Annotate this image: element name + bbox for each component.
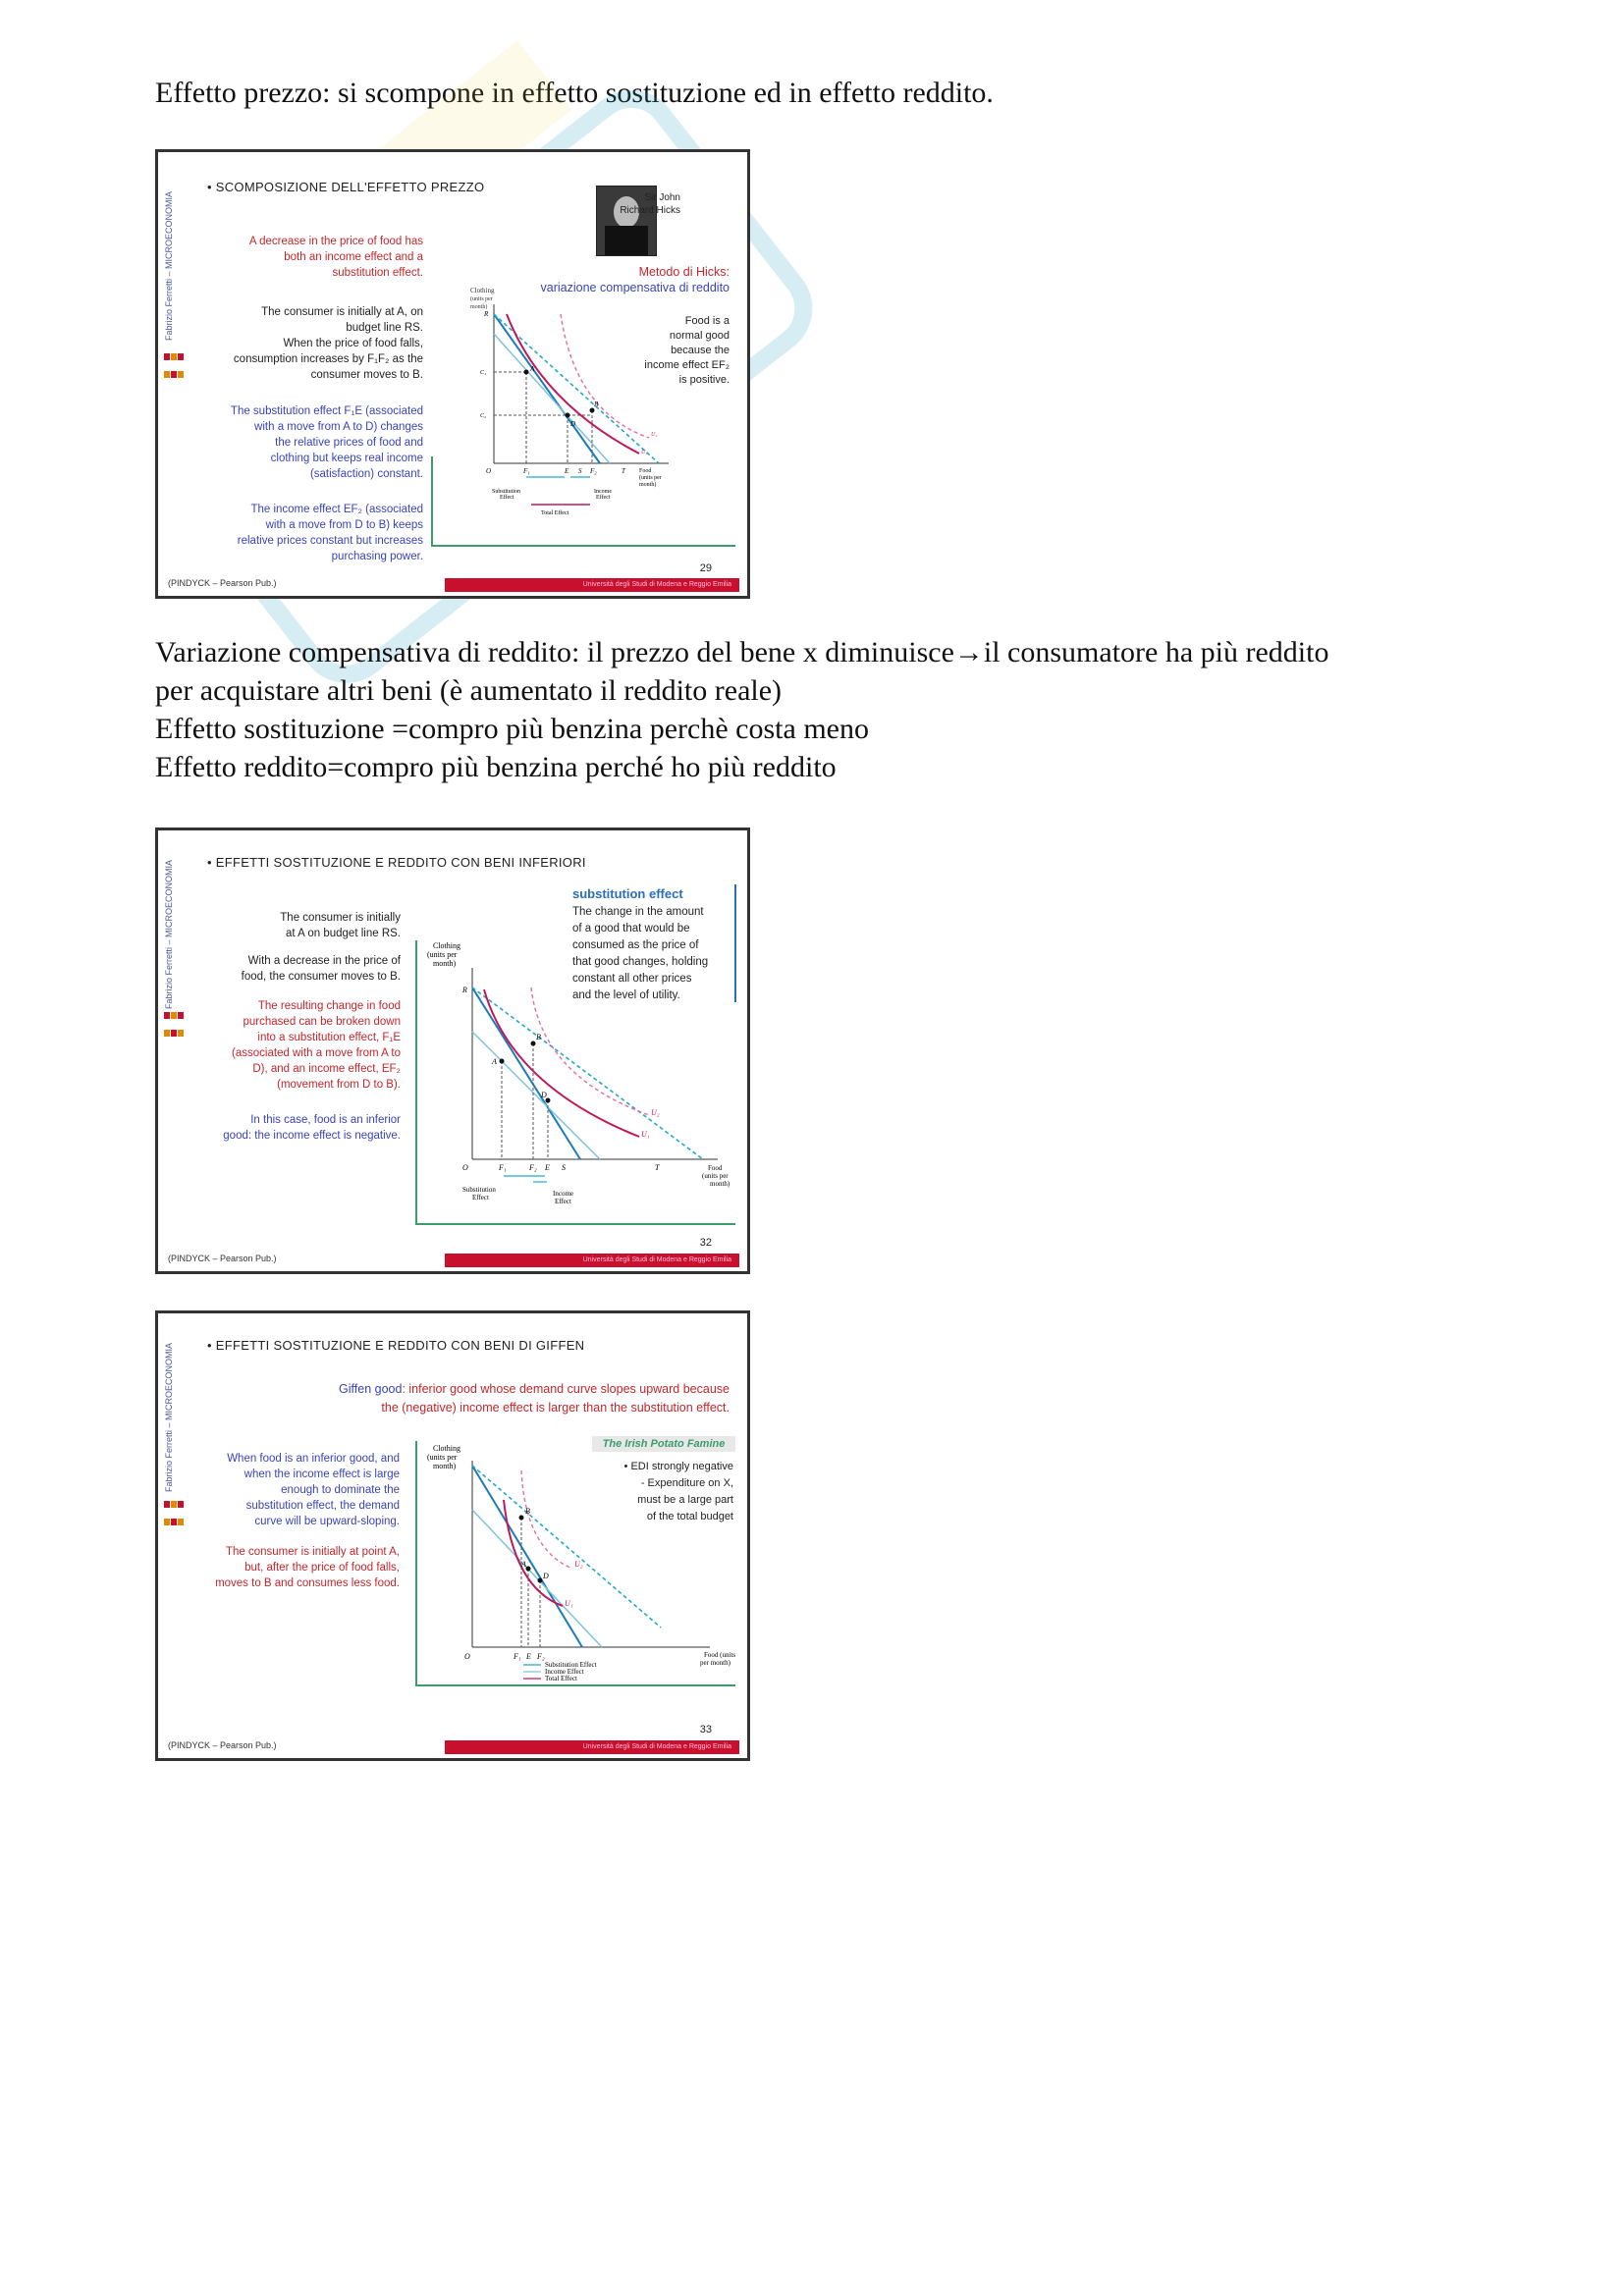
svg-text:R: R	[462, 986, 467, 994]
compensated-budget-line	[494, 334, 610, 463]
slide-number: 29	[699, 562, 712, 574]
budget-line	[472, 1466, 582, 1647]
svg-text:(units per: (units per	[427, 950, 458, 959]
svg-text:U₂: U₂	[651, 1108, 660, 1117]
svg-text:Total Effect: Total Effect	[541, 510, 569, 516]
svg-text:F₁: F₁	[499, 1163, 507, 1172]
footer-bar: Università degli Studi di Modena e Reggio Emilia	[445, 578, 739, 592]
text-block-2: The consumer is initially at A, on budget line RS. When the price of food falls, consumption increases by F₁F₂ as the consumer moves to B.	[233, 306, 423, 381]
indifference-curve-u2	[531, 988, 649, 1115]
svg-text:B: B	[536, 1033, 541, 1041]
svg-text:U₁: U₁	[565, 1599, 573, 1608]
definition-text: The change in the amount of a good that would be consumed as the price of that good changes, holding constant all other prices and the level of utility.	[572, 906, 709, 1001]
compensated-budget-line	[472, 1510, 602, 1647]
text-block-1: A decrease in the price of food has both an income effect and a substitution effect.	[248, 236, 423, 279]
svg-text:C₂: C₂	[480, 413, 487, 419]
slide-number: 32	[699, 1237, 712, 1249]
slide-title: • EFFETTI SOSTITUZIONE E REDDITO CON BENI DI GIFFEN	[207, 1338, 585, 1353]
svg-text:per month): per month)	[700, 1659, 730, 1667]
indifference-curve-u2	[521, 1470, 572, 1569]
budget-line-rt	[494, 314, 659, 463]
svg-text:(units per: (units per	[427, 1453, 458, 1462]
svg-text:O: O	[486, 467, 492, 475]
svg-text:Income: Income	[594, 489, 612, 495]
compensated-budget-line	[472, 1032, 600, 1159]
budget-line-rs	[472, 988, 580, 1159]
paragraph-intro: Effetto prezzo: si scompone in effetto sostituzione ed in effetto reddito.	[155, 77, 994, 109]
citation: (PINDYCK – Pearson Pub.)	[168, 1254, 277, 1263]
footer-bar: Università degli Studi di Modena e Reggio Emilia	[445, 1740, 739, 1754]
citation: (PINDYCK – Pearson Pub.)	[168, 1740, 277, 1750]
svg-text:Food: Food	[708, 1164, 723, 1172]
indifference-chart-33	[415, 1441, 749, 1706]
point-d	[538, 1578, 543, 1583]
svg-text:Total Effect: Total Effect	[545, 1675, 578, 1682]
green-rule	[431, 545, 735, 547]
svg-text:F₁: F₁	[514, 1652, 521, 1661]
slide-sidebar-label: Fabrizio Ferretti – MICROECONOMIA	[164, 1343, 174, 1493]
svg-text:U₁: U₁	[641, 450, 648, 455]
svg-text:(units per: (units per	[702, 1172, 729, 1180]
svg-text:T: T	[622, 467, 625, 475]
point-b	[531, 1041, 536, 1046]
svg-text:R: R	[484, 310, 489, 318]
slide-sidebar-label: Fabrizio Ferretti – MICROECONOMIA	[164, 191, 174, 342]
slide-33	[155, 1310, 750, 1761]
svg-text:A: A	[521, 1560, 526, 1569]
svg-text:A: A	[530, 365, 535, 373]
university-logo	[164, 348, 186, 374]
svg-text:E: E	[545, 1163, 550, 1172]
giffen-term: Giffen good	[339, 1382, 403, 1396]
svg-text:U₁: U₁	[641, 1130, 650, 1139]
indifference-chart-32	[423, 938, 747, 1213]
svg-text:C₁: C₁	[480, 370, 487, 376]
svg-text:Effect: Effect	[472, 1194, 489, 1201]
svg-text:U₂: U₂	[651, 432, 658, 438]
slide-title: • SCOMPOSIZIONE DELL'EFFETTO PREZZO	[207, 180, 485, 194]
svg-text:Effect: Effect	[555, 1198, 571, 1205]
budget-line-rs	[494, 314, 600, 463]
irish-potato-famine-title: The Irish Potato Famine	[592, 1436, 735, 1452]
svg-text:Substitution: Substitution	[492, 489, 521, 495]
svg-text:month): month)	[710, 1180, 730, 1188]
svg-text:Clothing: Clothing	[433, 941, 461, 950]
slide-title: • EFFETTI SOSTITUZIONE E REDDITO CON BENI INFERIORI	[207, 855, 586, 870]
svg-text:(units per: (units per	[639, 475, 662, 481]
normal-good-note: Food is a normal good because the income effect EF₂ is positive.	[644, 315, 730, 386]
point-b	[519, 1516, 524, 1521]
point-a	[526, 1567, 531, 1572]
paragraph-explanation: Variazione compensativa di reddito: il prezzo del bene x diminuisce→il consumatore ha più reddito per acquistare altri beni (è aumentato il reddito reale) Effetto sostituzione =compro più benzina perchè costa meno Effetto reddito=compro più benzina perché ho più reddito	[155, 636, 1329, 783]
svg-text:E: E	[526, 1652, 531, 1661]
indifference-curve-u1	[484, 989, 639, 1137]
svg-text:D: D	[543, 1572, 549, 1580]
svg-text:O: O	[464, 1652, 470, 1661]
hicks-method-sublabel: variazione compensativa di reddito	[540, 281, 730, 294]
text-block-1: When food is an inferior good, and when the income effect is large enough to dominate the substitution effect, the demand curve will be upward-sloping.	[227, 1453, 400, 1527]
svg-text:T: T	[655, 1163, 660, 1172]
svg-text:D: D	[570, 420, 576, 428]
hicks-method-label: Metodo di Hicks:	[638, 265, 730, 279]
footer-bar: Università degli Studi di Modena e Reggio Emilia	[445, 1254, 739, 1267]
svg-text:Effect: Effect	[500, 495, 514, 501]
svg-text:month): month)	[433, 959, 457, 968]
budget-line-rt	[472, 988, 703, 1159]
svg-text:D: D	[541, 1091, 547, 1099]
svg-text:Income Effect: Income Effect	[545, 1668, 584, 1676]
text-block-1: The consumer is initially at A on budget line RS.	[280, 912, 401, 939]
svg-text:A: A	[492, 1057, 497, 1066]
text-block-4: The income effect EF₂ (associated with a move from D to B) keeps relative prices constant but increases purchasing power.	[237, 504, 423, 562]
text-block-2: With a decrease in the price of food, the consumer moves to B.	[241, 955, 401, 983]
svg-text:month): month)	[639, 482, 657, 488]
svg-text:U₂: U₂	[574, 1560, 583, 1569]
svg-text:month): month)	[470, 304, 488, 310]
slide-number: 33	[699, 1724, 712, 1735]
svg-text:O: O	[462, 1163, 468, 1172]
slide-sidebar-label: Fabrizio Ferretti – MICROECONOMIA	[164, 860, 174, 1010]
y-axis-label: Clothing	[470, 287, 495, 294]
portrait-caption: Sir John Richard Hicks	[620, 192, 680, 216]
svg-text:E: E	[565, 467, 569, 475]
svg-text:B: B	[525, 1507, 530, 1516]
svg-text:S: S	[578, 467, 582, 475]
svg-text:F₁: F₁	[523, 467, 530, 475]
point-a	[524, 370, 529, 375]
slide-29	[155, 149, 750, 599]
svg-text:Clothing: Clothing	[433, 1444, 461, 1453]
giffen-definition: Giffen good: inferior good whose demand curve slopes upward because the (negative) income effect is larger than the substitution effect.	[339, 1382, 730, 1415]
svg-text:Income: Income	[553, 1190, 573, 1198]
university-logo	[164, 1007, 186, 1033]
green-rule	[415, 1223, 735, 1225]
svg-text:Food (units: Food (units	[704, 1651, 736, 1659]
point-d	[566, 413, 570, 418]
svg-text:F₂: F₂	[590, 467, 597, 475]
point-b	[590, 408, 595, 413]
svg-text:B: B	[594, 400, 599, 408]
text-block-3: The resulting change in food purchased can be broken down into a substitution effect, F₁E (associated with a move from A to D), and an income effect, EF₂ (movement from D to B).	[232, 1000, 401, 1091]
svg-text:Effect: Effect	[596, 495, 611, 501]
university-logo	[164, 1496, 186, 1522]
indifference-chart-29	[472, 285, 747, 569]
text-block-3: The substitution effect F₁E (associated with a move from A to D) changes the relative prices of food and clothing but keeps real income (satisfaction) constant.	[230, 405, 423, 480]
svg-text:F₂: F₂	[529, 1163, 537, 1172]
text-block-2: The consumer is initially at point A, but, after the price of food falls, moves to B and consumes less food.	[215, 1546, 400, 1589]
irish-potato-famine-text: • EDI strongly negative - Expenditure on X, must be a large part of the total budget	[623, 1461, 733, 1522]
green-rule	[415, 1684, 735, 1686]
text-block-4: In this case, food is an inferior good: the income effect is negative.	[223, 1114, 401, 1142]
citation: (PINDYCK – Pearson Pub.)	[168, 578, 277, 588]
svg-text:Food: Food	[639, 468, 652, 474]
svg-text:F₂: F₂	[537, 1652, 545, 1661]
definition-title: substitution effect	[572, 886, 683, 901]
svg-text:Substitution: Substitution	[462, 1186, 496, 1194]
slide-32	[155, 828, 750, 1274]
point-a	[500, 1059, 505, 1064]
svg-text:Substitution Effect: Substitution Effect	[545, 1661, 597, 1669]
svg-text:(units per: (units per	[470, 296, 493, 302]
svg-text:S: S	[562, 1163, 566, 1172]
svg-text:month): month)	[433, 1462, 457, 1470]
